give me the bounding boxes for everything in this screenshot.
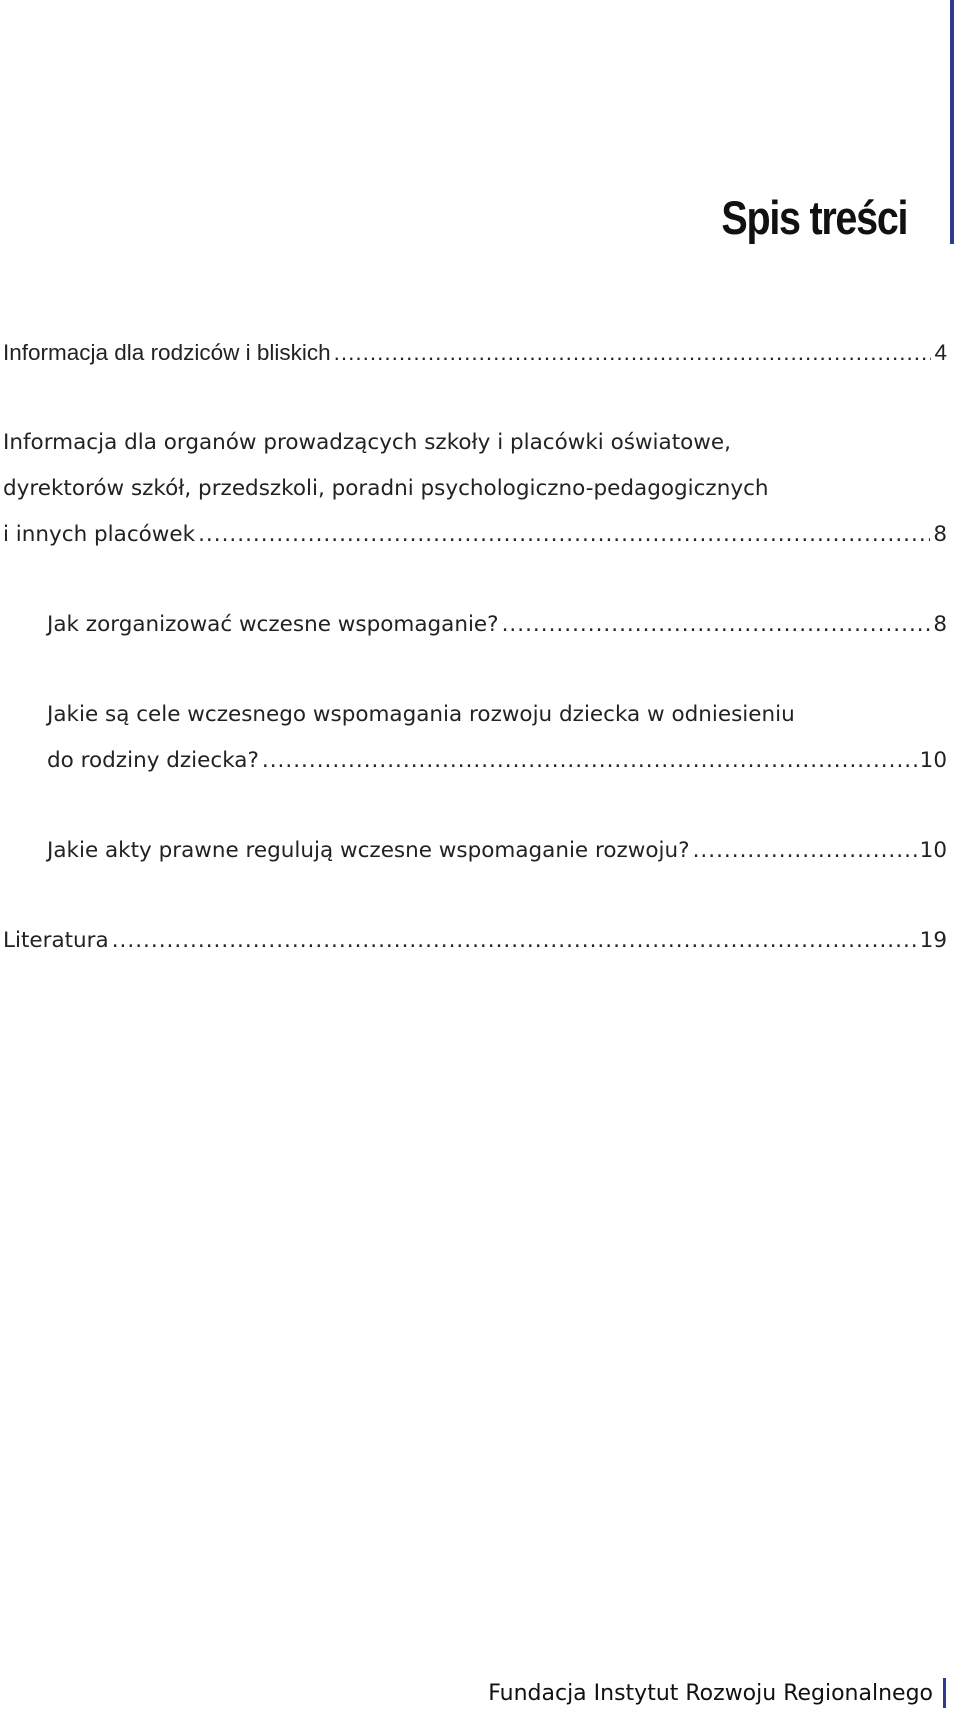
toc-entry-literatura[interactable] bbox=[3, 918, 947, 964]
toc-entry-last-line bbox=[47, 828, 947, 874]
toc-dot-leader bbox=[693, 828, 917, 874]
toc-dot-leader bbox=[502, 602, 931, 648]
toc-entry-last-line bbox=[47, 738, 947, 784]
toc-entry-jak-zorganizowac[interactable] bbox=[3, 602, 947, 648]
footer-accent-bar bbox=[943, 1678, 946, 1708]
toc-entry-last-line bbox=[3, 512, 947, 558]
toc-entry-title: Jakie akty prawne regulują wczesne wspomaganie rozwoju? bbox=[47, 838, 690, 863]
toc-dot-leader bbox=[262, 738, 917, 784]
table-of-contents bbox=[3, 330, 947, 964]
accent-bar bbox=[950, 0, 954, 244]
footer-organization-name: Fundacja Instytut Rozwoju Regionalnego bbox=[488, 1680, 933, 1706]
toc-entry-jakie-sa-cele[interactable] bbox=[3, 692, 947, 784]
toc-entry-title: i innych placówek bbox=[3, 522, 196, 547]
toc-page-number: 8 bbox=[933, 612, 947, 637]
toc-page-number: 8 bbox=[933, 522, 947, 547]
toc-dot-leader bbox=[112, 918, 917, 964]
toc-dot-leader bbox=[334, 330, 932, 376]
toc-entry-title: Informacja dla rodziców i bliskich bbox=[3, 340, 331, 365]
toc-entry-informacja-dla-rodzicow[interactable] bbox=[3, 330, 947, 376]
toc-page-number: 4 bbox=[934, 340, 947, 365]
toc-entry-title: Jak zorganizować wczesne wspomaganie? bbox=[47, 612, 499, 637]
toc-page-number: 10 bbox=[919, 748, 947, 773]
toc-entry-title-line: Informacja dla organów prowadzących szkoły i placówki oświatowe, bbox=[3, 430, 731, 455]
toc-entry-title-line: Jakie są cele wczesnego wspomagania rozwoju dziecka w odniesieniu bbox=[47, 702, 795, 727]
page-footer bbox=[488, 1678, 946, 1708]
toc-entry-title-line: dyrektorów szkół, przedszkoli, poradni psychologiczno-pedagogicznych bbox=[3, 476, 769, 501]
toc-entry-title: do rodziny dziecka? bbox=[47, 748, 259, 773]
toc-entry-jakie-akty-prawne[interactable] bbox=[3, 828, 947, 874]
toc-entry-informacja-dla-organow[interactable] bbox=[3, 420, 947, 558]
toc-page-number: 19 bbox=[919, 928, 947, 953]
page-title: Spis treści bbox=[721, 191, 907, 244]
toc-entry-last-line bbox=[3, 918, 947, 964]
toc-entry-title: Literatura bbox=[3, 928, 109, 953]
toc-entry-last-line bbox=[47, 602, 947, 648]
toc-dot-leader bbox=[198, 512, 930, 558]
toc-page-number: 10 bbox=[919, 838, 947, 863]
toc-entry-last-line bbox=[3, 330, 947, 376]
